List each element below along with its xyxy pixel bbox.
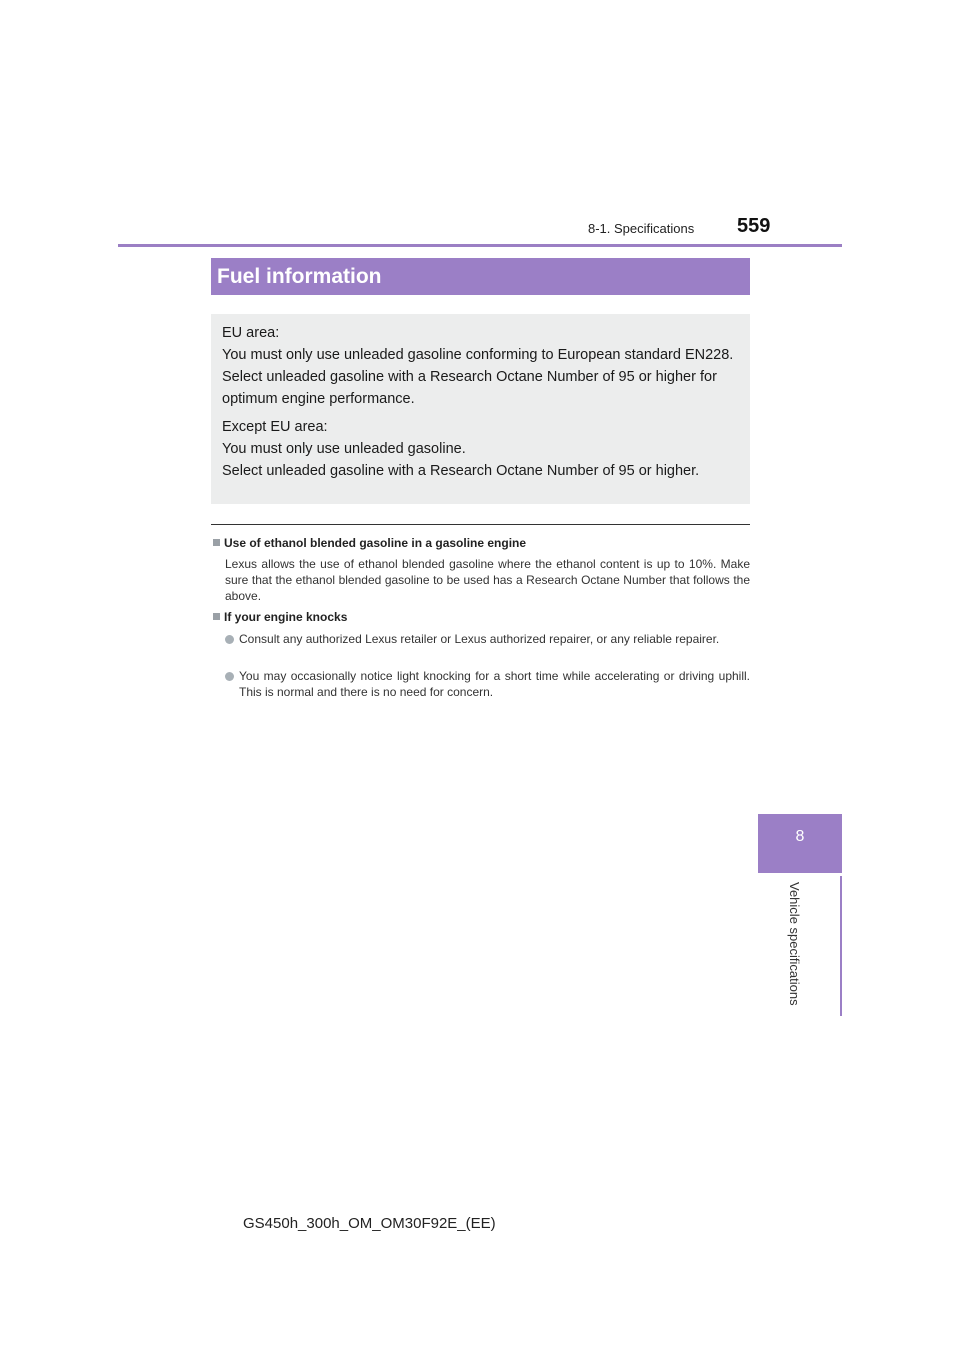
page-title: Fuel information (211, 258, 750, 295)
list-item-text: Consult any authorized Lexus retailer or Lexus authorized repairer, or any reliable repairer. (239, 632, 720, 646)
note-heading-text: Use of ethanol blended gasoline in a gasoline engine (224, 536, 527, 550)
header-divider (118, 244, 842, 247)
section-title: 8-1. Specifications (588, 221, 695, 236)
eu-heading: EU area: (222, 325, 280, 341)
chapter-number: 8 (795, 828, 805, 845)
non-eu-octane-note: Select unleaded gasoline with a Research Octane Number of 95 or higher. (222, 463, 700, 479)
eu-requirement: You must only use unleaded gasoline conforming to European standard EN228. (222, 347, 734, 363)
square-bullet-icon (213, 613, 220, 620)
square-bullet-icon (213, 539, 220, 546)
list-item-text: You may occasionally notice light knocking for a short time while accelerating or driving uphill. This is normal and there is no need for concern. (239, 669, 750, 699)
note-heading-knocks (213, 610, 347, 624)
page-number: 559 (737, 215, 771, 237)
eu-octane-note: Select unleaded gasoline with a Research Octane Number of 95 or higher for optimum engine performance. (222, 369, 717, 407)
section-divider (211, 524, 750, 525)
fuel-info-box (211, 314, 750, 504)
chapter-label: Vehicle specifications (787, 882, 802, 1006)
note-heading-text: If your engine knocks (224, 610, 348, 624)
note-body-ethanol: Lexus allows the use of ethanol blended gasoline where the ethanol content is up to 10%. Make sure that the ethanol blended gasoline to be used has a Research Octane Number that follows the above. (225, 557, 750, 603)
non-eu-heading: Except EU area: (222, 419, 328, 435)
circle-bullet-icon (225, 635, 234, 644)
chapter-tab-rule (840, 876, 842, 1016)
list-item (225, 631, 750, 647)
non-eu-requirement: You must only use unleaded gasoline. (222, 441, 466, 457)
document-code: GS450h_300h_OM_OM30F92E_(EE) (243, 1215, 496, 1232)
circle-bullet-icon (225, 672, 234, 681)
list-item (225, 668, 750, 700)
note-heading-ethanol (213, 536, 526, 550)
